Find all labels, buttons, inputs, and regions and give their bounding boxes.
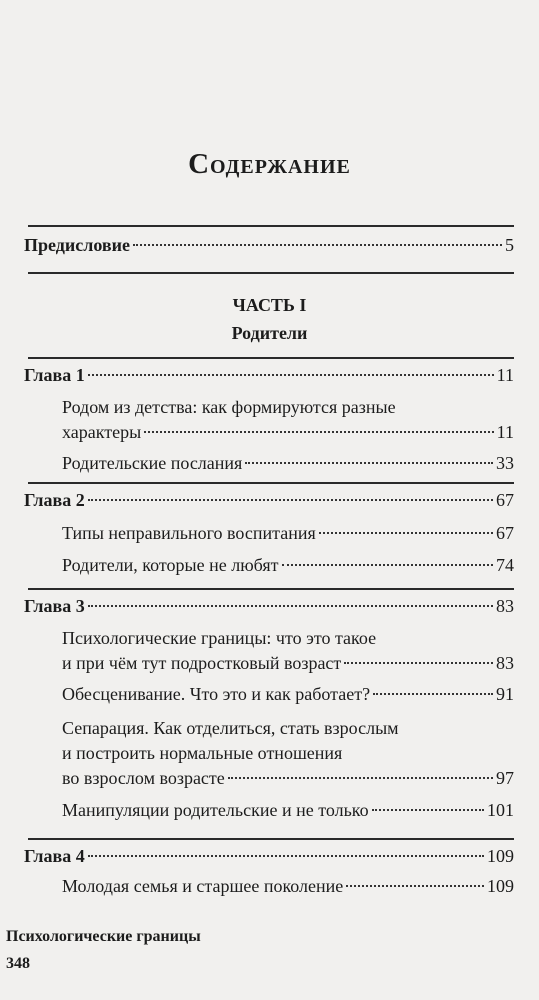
toc-entry-c2-1[interactable]	[62, 523, 514, 544]
part-subtitle: Родители	[231, 323, 308, 343]
toc-entry-label: Типы неправильного воспитания	[62, 523, 316, 543]
part-heading: ЧАСТЬ I	[232, 295, 307, 315]
toc-entry-label: Родом из детства: как формируются разные	[62, 397, 396, 417]
toc-chapter-1[interactable]	[24, 365, 514, 386]
toc-entry-preface[interactable]	[24, 235, 514, 256]
toc-entry-c1-2[interactable]	[62, 453, 514, 474]
toc-entry-label: Сепарация. Как отделиться, стать взрослым	[62, 718, 399, 738]
chapter-label: Глава 4	[24, 846, 85, 866]
dot-leader	[88, 374, 494, 376]
toc-chapter-3[interactable]	[24, 596, 514, 617]
dot-leader	[88, 855, 484, 857]
toc-page-number: 97	[496, 768, 514, 788]
chapter-label: Глава 1	[24, 365, 85, 385]
dot-leader	[88, 499, 493, 501]
toc-page-number: 11	[496, 365, 514, 385]
toc-page-number: 109	[487, 846, 514, 866]
toc-entry-label: характеры	[62, 422, 142, 442]
toc-entry-c3-1[interactable]	[62, 653, 514, 674]
toc-entry-label: Родители, которые не любят	[62, 555, 279, 575]
dot-leader	[88, 605, 493, 607]
toc-chapter-4[interactable]	[24, 846, 514, 867]
chapter-label: Глава 3	[24, 596, 85, 616]
toc-entry-label: Молодая семья и старшее поколение	[62, 876, 344, 896]
dot-leader	[282, 564, 493, 566]
toc-entry-label: Психологические границы: что это такое	[62, 628, 377, 648]
toc-page-number: 74	[496, 555, 514, 575]
divider-preface	[28, 272, 514, 274]
toc-page-number: 33	[496, 453, 514, 473]
dot-leader	[144, 431, 493, 433]
toc-page-number: 67	[496, 523, 514, 543]
toc-entry-label: и построить нормальные отношения	[62, 743, 343, 763]
toc-page-number: 101	[487, 800, 514, 820]
toc-entry-c4-1[interactable]	[62, 876, 514, 897]
page-number: 348	[6, 955, 30, 972]
toc-entry-label: Обесценивание. Что это и как работает?	[62, 684, 371, 704]
dot-leader	[344, 662, 493, 664]
toc-page-number: 91	[496, 684, 514, 704]
toc-entry-c3-4[interactable]	[62, 800, 514, 821]
toc-entry-label: Родительские послания	[62, 453, 243, 473]
toc-entry-label: Предисловие	[24, 235, 130, 255]
dot-leader	[373, 693, 493, 695]
divider-ch1	[28, 482, 514, 484]
toc-entry-label: Манипуляции родительские и не только	[62, 800, 369, 820]
toc-entry-c3-3[interactable]	[62, 768, 514, 789]
divider-ch2	[28, 588, 514, 590]
divider-top	[28, 225, 514, 227]
chapter-label: Глава 2	[24, 490, 85, 510]
dot-leader	[346, 885, 484, 887]
toc-page-number: 83	[496, 596, 514, 616]
dot-leader	[133, 244, 502, 246]
toc-entry-label: и при чём тут подростковый возраст	[62, 653, 342, 673]
running-title: Психологические границы	[6, 928, 201, 945]
toc-page-number: 67	[496, 490, 514, 510]
toc-entry-c3-2[interactable]	[62, 684, 514, 705]
toc-page-number: 11	[496, 422, 514, 442]
dot-leader	[228, 777, 493, 779]
toc-page-number: 83	[496, 653, 514, 673]
divider-ch3	[28, 838, 514, 840]
dot-leader	[372, 809, 484, 811]
toc-page-number: 5	[505, 235, 514, 255]
toc-entry-label: во взрослом возрасте	[62, 768, 225, 788]
toc-entry-c1-1[interactable]	[62, 422, 514, 443]
toc-entry-c2-2[interactable]	[62, 555, 514, 576]
toc-page-number: 109	[487, 876, 514, 896]
dot-leader	[319, 532, 493, 534]
page-title: Содержание	[188, 148, 351, 180]
toc-chapter-2[interactable]	[24, 490, 514, 511]
divider-part	[28, 357, 514, 359]
dot-leader	[245, 462, 493, 464]
